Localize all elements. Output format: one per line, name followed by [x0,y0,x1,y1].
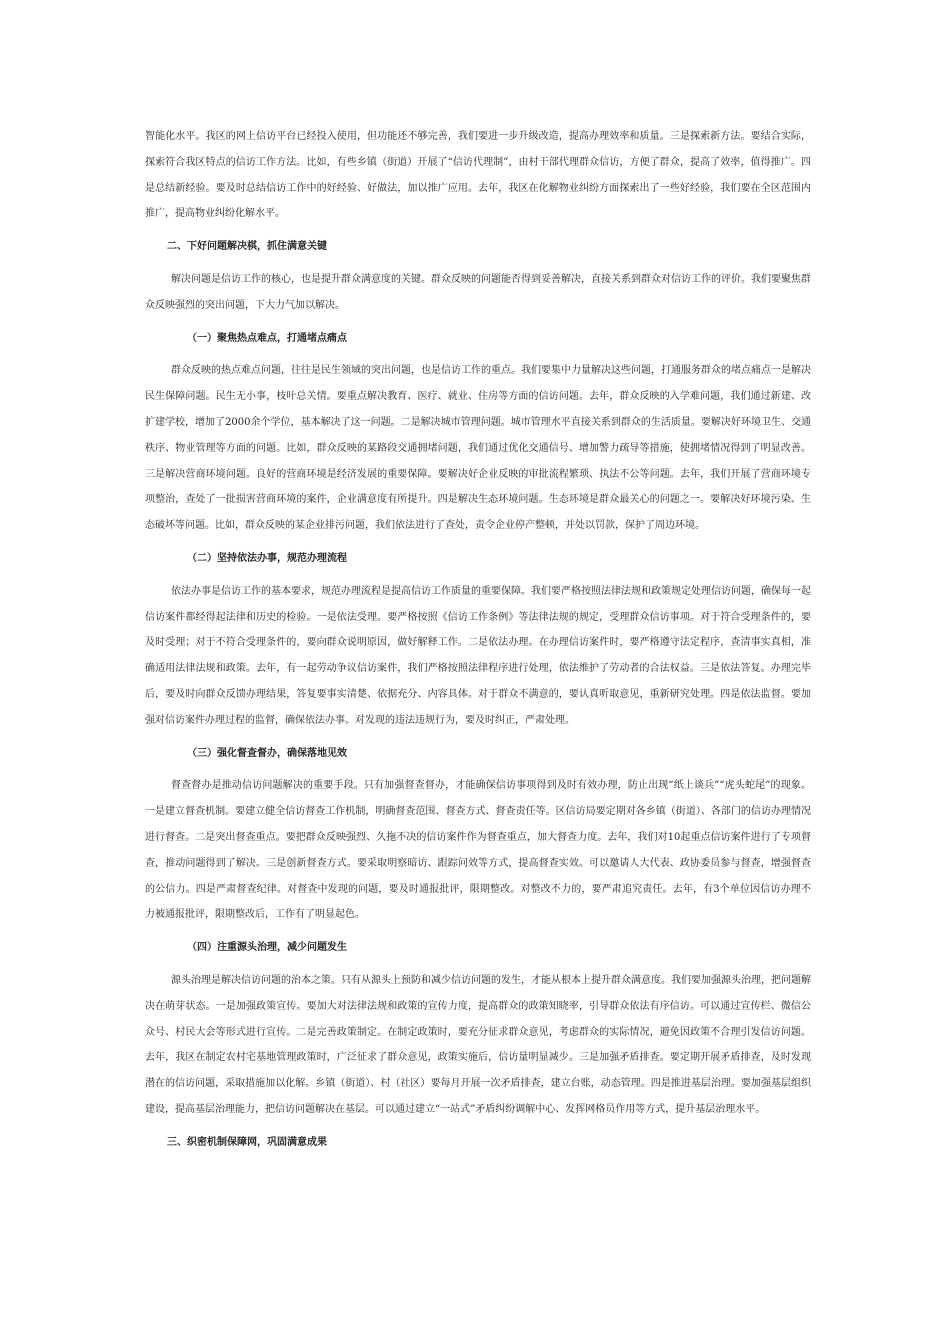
subsection-2-heading: （二）坚持依法办事，规范办理流程 [187,552,347,564]
subsection-1-heading: （一）聚焦热点难点，打通堵点痛点 [187,332,347,344]
subsection-3-heading: （三）强化督查督办，确保落地见效 [187,747,347,759]
section-2-heading: 二、下好问题解决棋，抓住满意关键 [167,241,327,253]
section-2-paragraph: 解决问题是信访工作的核心，也是提升群众满意度的关键。群众反映的问题能否得到妥善解决，直接关系到群众对信访工作的评价。我们要聚焦群众反映强烈的突出问题，下大力气加以解决。 [145,273,811,311]
subsection-2-paragraph: 依法办事是信访工作的基本要求，规范办理流程是提高信访工作质量的重要保障。我们要严格按照法律法规和政策规定处理信访问题，确保每一起信访案件都经得起法律和历史的检验。一是依法受理。要严格按照《信访工作条例》等法律法规的规定，受理群众信访事项。对于符合受理条件的，要及时受理；对于不符合受理条件的，要向群众说明原因，做好解释工作。二是依法办理。在办理信访案件时，要严格遵守法定程序，查清事实真相，准确适用法律法规和政策。去年，有一起劳动争议信访案件，我们严格按照法律程序进行处理，依法维护了劳动者的合法权益。三是依法答复。办理完毕后，要及时向群众反馈办理结果，答复要事实清楚、依据充分、内容具体。对于群众不满意的，要认真听取意见，重新研究处理。四是依法监督。要加强对信访案件办理过程的监督，确保依法办事。对发现的违法违规行为，要及时纠正，严肃处理。 [145,585,811,726]
subsection-4-paragraph: 源头治理是解决信访问题的治本之策。只有从源头上预防和减少信访问题的发生，才能从根本上提升群众满意度。我们要加强源头治理，把问题解决在萌芽状态。一是加强政策宣传。要加大对法律法规和政策的宣传力度，提高群众的政策知晓率，引导群众依法有序信访。可以通过宣传栏、微信公众号、村民大会等形式进行宣传。二是完善政策制定。在制定政策时，要充分征求群众意见，考虑群众的实际情况，避免因政策不合理引发信访问题。去年，我区在制定农村宅基地管理政策时，广泛征求了群众意见，政策实施后，信访量明显减少。三是加强矛盾排查。要定期开展矛盾排查，及时发现潜在的信访问题，采取措施加以化解。乡镇（街道）、村（社区）要每月开展一次矛盾排查，建立台账，动态管理。四是推进基层治理。要加强基层组织建设，提高基层治理能力，把信访问题解决在基层。可以通过建立“一站式”矛盾纠纷调解中心、发挥网格员作用等方式，提升基层治理水平。 [145,974,811,1115]
subsection-4-heading: （四）注重源头治理，减少问题发生 [187,942,347,954]
document-body [145,124,811,1155]
subsection-1-paragraph: 群众反映的热点难点问题，往往是民生领域的突出问题，也是信访工作的重点。我们要集中力量解决这些问题，打通服务群众的堵点痛点一是解决民生保障问题。民生无小事，枝叶总关情。要重点解决教育、医疗、就业、住房等方面的信访问题。去年，群众反映的入学难问题，我们通过新建、改扩建学校，增加了2000余个学位，基本解决了这一问题。二是解决城市管理问题。城市管理水平直接关系到群众的生活质量。要解决好环境卫生、交通秩序、物业管理等方面的问题。比如，群众反映的某路段交通拥堵问题，我们通过优化交通信号、增加警力疏导等措施，使拥堵情况得到了明显改善。三是解决营商环境问题。良好的营商环境是经济发展的重要保障。要解决好企业反映的审批流程繁琐、执法不公等问题。去年，我们开展了营商环境专项整治，查处了一批损害营商环境的案件，企业满意度有所提升。四是解决生态环境问题。生态环境是群众最关心的问题之一。要解决好环境污染、生态破坏等问题。比如，群众反映的某企业排污问题，我们依法进行了查处，责令企业停产整顿，并处以罚款，保护了周边环境。 [145,365,811,532]
intro-paragraph: 智能化水平。我区的网上信访平台已经投入使用，但功能还不够完善，我们要进一步升级改造，提高办理效率和质量。三是探索新方法。要结合实际，探索符合我区特点的信访工作方法。比如，有些乡镇（街道）开展了“信访代理制”，由村干部代理群众信访，方便了群众，提高了效率，值得推广。四是总结新经验。要及时总结信访工作中的好经验、好做法，加以推广应用。去年，我区在化解物业纠纷方面探索出了一些好经验，我们要在全区范围内推广，提高物业纠纷化解水平。 [145,131,811,220]
section-3-heading: 三、织密机制保障网，巩固满意成果 [167,1136,327,1148]
subsection-3-paragraph: 督查督办是推动信访问题解决的重要手段。只有加强督查督办，才能确保信访事项得到及时有效办理，防止出现“纸上谈兵”“虎头蛇尾”的现象。一是建立督查机制。要建立健全信访督查工作机制，明确督查范围、督查方式、督查责任等。区信访局要定期对各乡镇（街道）、各部门的信访办理情况进行督查。二是突出督查重点。要把群众反映强烈、久拖不决的信访案件作为督查重点，加大督查力度。去年，我们对10起重点信访案件进行了专项督查，推动问题得到了解决。三是创新督查方式。要采取明察暗访、跟踪问效等方式，提高督查实效。可以邀请人大代表、政协委员参与督查，增强督查的公信力。四是严肃督查纪律。对督查中发现的问题，要及时通报批评，限期整改。对整改不力的，要严肃追究责任。去年，有3个单位因信访办理不力被通报批评，限期整改后，工作有了明显起色。 [145,780,811,921]
